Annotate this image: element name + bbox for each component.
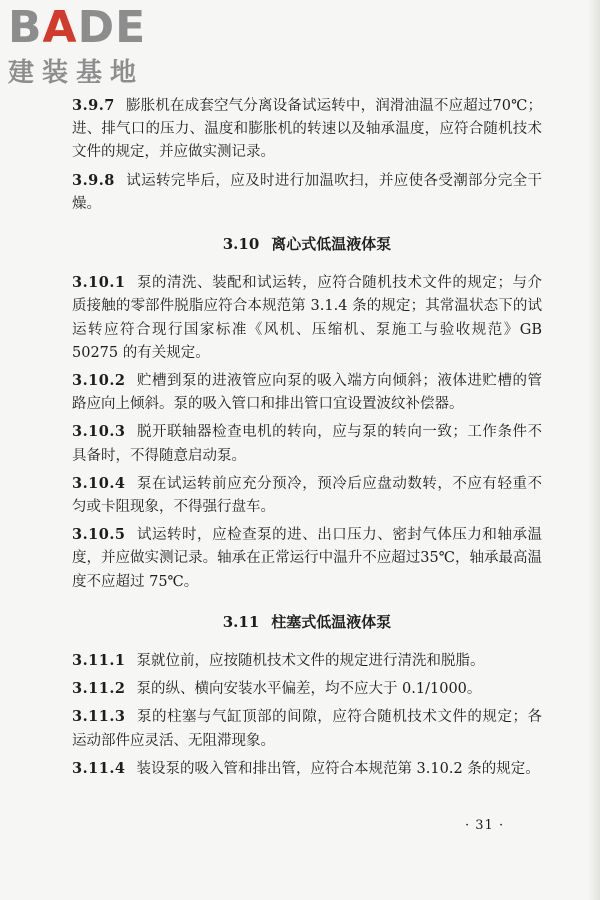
- clause-number: 3.10.1: [72, 274, 126, 292]
- section-heading-3-11: [72, 611, 542, 634]
- clause-3-10-1: [72, 271, 542, 365]
- clause-number: 3.11.1: [72, 652, 126, 670]
- clause-text: 泵的清洗、装配和试运转，应符合随机技术文件的规定；与介质接触的零部件脱脂应符合本规范第 3.1.4 条的规定；其常温状态下的试运转应符合现行国家标准《风机、压缩机、泵施工与验收规范》GB 50275 的有关规定。: [72, 275, 542, 361]
- logo-accent-letter: A: [42, 2, 78, 53]
- clause-number: 3.10.5: [72, 526, 126, 544]
- clause-number: 3.11.3: [72, 708, 126, 726]
- logo-subtitle: 建装基地: [8, 58, 145, 88]
- clause-text: 膨胀机在成套空气分离设备试运转中，润滑油温不应超过70℃；进、排气口的压力、温度和膨胀机的转速以及轴承温度，应符合随机技术文件的规定，并应做实测记录。: [72, 98, 542, 161]
- clause-3-10-4: [72, 472, 542, 519]
- page-edge-shadow: [588, 0, 600, 900]
- clause-number: 3.11.2: [72, 680, 126, 698]
- logo-wordmark: [8, 2, 147, 53]
- clause-3-10-3: [72, 420, 542, 467]
- page-number: · 31 ·: [465, 818, 505, 833]
- clause-number: 3.11.4: [72, 759, 126, 777]
- section-heading-3-10: [72, 233, 542, 256]
- clause-3-11-4: [72, 757, 542, 781]
- clause-number: 3.9.7: [72, 97, 115, 114]
- section-number: 3.11: [222, 612, 260, 631]
- section-title: 柱塞式低温液体泵: [271, 612, 392, 631]
- section-title: 离心式低温液体泵: [271, 235, 392, 254]
- clause-3-11-3: [72, 705, 542, 752]
- clause-text: 试运转时，应检查泵的进、出口压力、密封气体压力和轴承温度，并应做实测记录。轴承在正常运行中温升不应超过35℃，轴承最高温度不应超过 75℃。: [72, 527, 542, 590]
- clause-text: 泵就位前，应按随机技术文件的规定进行清洗和脱脂。: [136, 653, 485, 670]
- clause-number: 3.10.3: [72, 423, 126, 441]
- clause-text: 脱开联轴器检查电机的转向，应与泵的转向一致；工作条件不具备时，不得随意启动泵。: [72, 424, 542, 464]
- clause-text: 泵的柱塞与气缸顶部的间隙，应符合随机技术文件的规定；各运动部件应灵活、无阻滞现象。: [72, 709, 542, 749]
- clause-number: 3.10.2: [72, 372, 126, 390]
- logo-letters-2: DE: [77, 2, 147, 53]
- clause-text: 试运转完毕后，应及时进行加温吹扫，并应使各受潮部分完全干燥。: [72, 172, 542, 212]
- clause-number: 3.10.4: [72, 474, 126, 492]
- document-body: [72, 94, 542, 785]
- clause-number: 3.9.8: [72, 171, 115, 189]
- watermark-logo: [8, 2, 147, 88]
- clause-3-10-2: [72, 369, 542, 416]
- clause-text: 泵在试运转前应充分预冷，预冷后应盘动数转，不应有轻重不匀或卡阻现象，不得强行盘车。: [72, 475, 542, 516]
- clause-3-10-5: [72, 523, 542, 594]
- clause-text: 装设泵的吸入管和排出管，应符合本规范第 3.10.2 条的规定。: [136, 760, 540, 777]
- clause-3-9-7: [72, 94, 542, 165]
- clause-text: 泵的纵、横向安装水平偏差，均不应大于 0.1/1000。: [136, 681, 482, 698]
- clause-3-9-8: [72, 169, 542, 216]
- logo-letters-1: B: [8, 2, 43, 53]
- clause-3-11-2: [72, 677, 542, 701]
- clause-text: 贮槽到泵的进液管应向泵的吸入端方向倾斜；液体进贮槽的管路应向上倾斜。泵的吸入管口和排出管口宜设置波纹补偿器。: [72, 373, 542, 413]
- clause-3-11-1: [72, 649, 542, 673]
- section-number: 3.10: [222, 235, 260, 254]
